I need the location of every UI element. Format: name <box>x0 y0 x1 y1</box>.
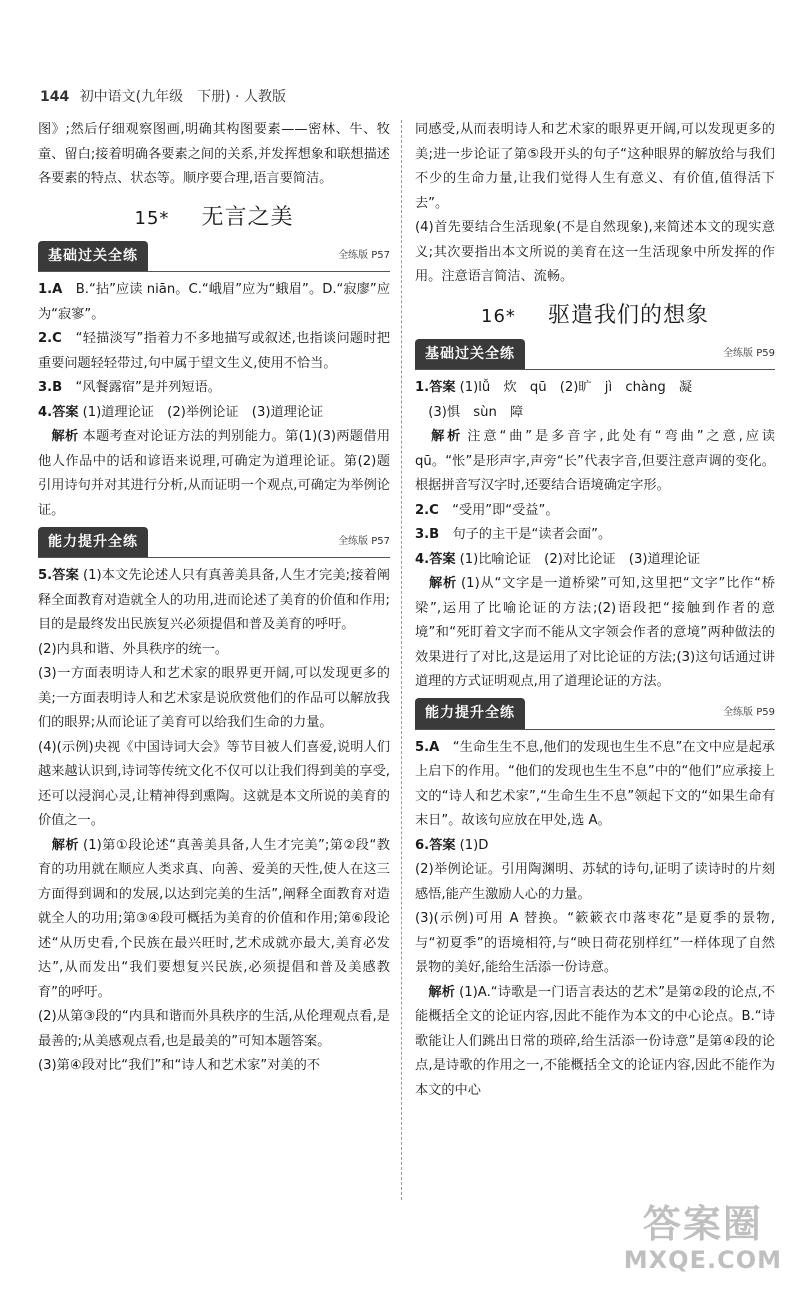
answer-text: (1)比喻论证 (2)对比论证 (3)道理论证 <box>459 551 701 567</box>
lesson-name: 无言之美 <box>201 204 294 230</box>
question-1-analysis <box>415 425 775 499</box>
analysis-part-2: (2)从第③段的“内具和谐而外具秩序的生活,从伦理观点看,是最善的;从美感观点看,也是最美的”可知本题答案。 <box>38 1009 390 1049</box>
question-2 <box>415 499 775 524</box>
intro-paragraph: 图》;然后仔细观察图画,明确其构图要素——密林、牛、牧童、留白;接着明确各要素之间的关系,并发挥想象和联想描述各要素的特点、状态等。顺序要合理,语言要简洁。 <box>38 122 390 186</box>
continued-paragraph: (4)首先要结合生活现象(不是自然现象),来简述本文的现实意义;其次要指出本文所说的美育在这一生活现象中所发挥的作用。注意语言简洁、流畅。 <box>415 220 775 284</box>
question-number: 5. <box>38 568 53 583</box>
answer-text: (3)惧 sùn 障 <box>428 404 524 420</box>
section-basic <box>38 243 390 272</box>
question-1 <box>38 278 390 327</box>
question-2 <box>38 327 390 376</box>
lesson-16-title <box>415 304 775 330</box>
question-text: B.“拈”应读 niān。C.“峨眉”应为“蛾眉”。D.“寂廖”应为“寂寥”。 <box>38 282 391 322</box>
book-title: 初中语文(九年级 下册) · 人教版 <box>79 89 286 105</box>
answer-tag: 答案 <box>429 380 456 395</box>
analysis-tag: 解析 <box>51 837 80 853</box>
continued-paragraph: 同感受,从而表明诗人和艺术家的眼界更开阔,可以发现更多的美;进一步论证了第⑤段开头的句子“这种眼界的解放给与我们不少的生命力量,让我们觉得人生有意义、有价值,值得活下去”。 <box>415 122 775 211</box>
section-ref: 全练版 P59 <box>723 347 775 359</box>
question-4-answer <box>415 548 775 573</box>
question-text: 句子的主干是“读者会面”。 <box>452 527 612 542</box>
question-number: 4. <box>38 404 53 420</box>
answer-tag: 答案 <box>429 551 456 567</box>
question-number: 3.B <box>38 380 63 395</box>
question-3 <box>38 376 390 401</box>
analysis-tag: 解析 <box>431 429 464 444</box>
section-tab-basic: 基础过关全练 <box>415 339 525 370</box>
question-text: “风餐露宿”是并列短语。 <box>75 380 221 395</box>
watermark-text: 答案圈 <box>642 1202 763 1246</box>
answer-text: (1)本文先论述人只有真善美具备,人生才完美;接着阐释全面教育对造就全人的功用,进而论述了美育的价值和作用;目的是最终发出民族复兴必须提倡和普及美育的呼吁。 <box>38 568 390 632</box>
analysis-text: (1)第①段论述“真善美具备,人生才完美”;第②段“教育的功用就在顺应人类求真、向善、爱美的天性,使人在这三方面得到调和的发展,以达到完美的生活”,阐释全面教育对造就全人的功用;第③④段可概括为美育的价值和作用;第⑥段论述“从历史看,个民族在最兴旺时,艺术成就亦最大,美育必发达”,从而发出“我们要想复兴民族,必须提倡和普及美感教育”的呼吁。 <box>38 837 390 1000</box>
section-ref: 全练版 P57 <box>338 535 390 547</box>
section-ability <box>38 529 390 558</box>
question-1-answer-2 <box>415 401 775 426</box>
answer-tag: 答案 <box>52 404 79 420</box>
answer-text: (1)lǚ 炊 qū (2)旷 jì chàng 凝 <box>459 380 693 395</box>
analysis-text: 注意“曲”是多音字,此处有“弯曲”之意,应读qū。“怅”是形声字,声旁“长”代表字音,但要注意声调的变化。根据拼音写汉字时,还要结合语境确定字形。 <box>415 429 775 493</box>
lesson-15-title <box>38 206 390 232</box>
analysis-text: (1)A.“诗歌是一门语言表达的艺术”是第②段的论点,不能概括全文的论证内容,因此不能作为本文的中心论点。B.“诗歌能让人们跳出日常的琐碎,给生活添一份诗意”是第④段的论点,是诗歌的作用之一,不能概括全文的论证内容,因此不能作为本文的中心 <box>415 984 776 1098</box>
answer-text: (1)D <box>459 837 489 853</box>
question-text: “生命生生不息,他们的发现也生生不息”在文中应是起承上启下的作用。“他们的发现也生生不息”中的“他们”应承接上文的“诗人和艺术家”,“生命生生不息”领起下文的“如果生命有末日”。故该句应放在甲处,选 A。 <box>415 739 775 828</box>
answer-tag: 答案 <box>52 568 79 583</box>
analysis-tag: 解析 <box>51 429 79 444</box>
analysis-part-3: (3)第④段对比“我们”和“诗人和艺术家”对美的不 <box>38 1058 321 1073</box>
section-tab-ability: 能力提升全练 <box>38 527 148 558</box>
right-column <box>415 118 775 1103</box>
section-ability <box>415 701 775 730</box>
watermark-logo <box>624 1202 782 1274</box>
question-5-analysis <box>38 834 390 1006</box>
section-ref: 全练版 P57 <box>338 249 390 261</box>
question-number: 5.A <box>415 739 440 755</box>
question-6-answer <box>415 834 775 859</box>
answer-part-2: (2)内具和谐、外具秩序的统一。 <box>38 641 229 657</box>
analysis-text: 本题考查对论证方法的判别能力。第(1)(3)两题借用他人作品中的话和谚语来说理,可确定为道理论证。第(2)题引用诗句并对其进行分析,从而证明一个观点,可确定为举例论证。 <box>38 429 391 518</box>
question-number: 3.B <box>415 527 440 542</box>
answer-text: (1)道理论证 (2)举例论证 (3)道理论证 <box>82 404 324 420</box>
section-tab-ability: 能力提升全练 <box>415 698 525 729</box>
left-column <box>38 118 390 1079</box>
answer-part-4: (4)(示例)央视《中国诗词大会》等节目被人们喜爱,说明人们越来越认识到,诗词等传统文化不仅可以让我们得到美的享受,还可以浸润心灵,让精神得到熏陶。这就是本文所说的美育的价值之一。 <box>38 739 390 828</box>
section-ref: 全练版 P59 <box>723 707 775 718</box>
lesson-name: 驱遣我们的想象 <box>547 302 709 328</box>
question-number: 4. <box>415 551 430 567</box>
lesson-number: 16* <box>481 305 516 327</box>
section-basic <box>415 341 775 370</box>
column-divider <box>401 120 402 1200</box>
answer-part-2: (2)举例论证。引用陶渊明、苏轼的诗句,证明了读诗时的片刻感悟,能产生激励人心的力量。 <box>415 862 775 902</box>
question-3 <box>415 523 775 548</box>
page-header <box>40 86 286 106</box>
question-5-answer <box>38 564 390 638</box>
question-number: 6. <box>415 837 430 853</box>
answer-part-3: (3)一方面表明诗人和艺术家的眼界更开阔,可以发现更多的美;一方面表明诗人和艺术家是说欣赏他们的作品可以解放我们的眼界;从而论证了美育可以给我们生命的力量。 <box>38 666 390 730</box>
section-tab-basic: 基础过关全练 <box>38 241 148 272</box>
analysis-tag: 解析 <box>428 984 456 1000</box>
answer-tag: 答案 <box>429 837 456 853</box>
question-number: 1.A <box>38 282 63 297</box>
question-4-answer <box>38 401 390 426</box>
question-number: 2.C <box>415 502 439 518</box>
question-6-analysis <box>415 981 775 1104</box>
answer-part-3: (3)(示例)可用 A 替换。“簌簌衣巾落枣花”是夏季的景物,与“初夏季”的语境相符,与“映日荷花别样红”一样体现了自然景物的美好,能给生活添一份诗意。 <box>415 911 775 975</box>
question-text: “轻描淡写”指着力不多地描写或叙述,也指谈问题时把重要问题轻轻带过,句中属于望文生义,使用不恰当。 <box>38 331 391 371</box>
question-5 <box>415 736 775 834</box>
page-number: 144 <box>40 89 70 105</box>
analysis-tag: 解析 <box>429 576 458 591</box>
question-1-answer <box>415 376 775 401</box>
question-4-analysis <box>38 425 390 523</box>
watermark-url: MXQE.COM <box>623 1246 782 1274</box>
question-text: “受用”即“受益”。 <box>452 502 559 518</box>
lesson-number: 15* <box>134 207 170 229</box>
analysis-text: (1)从“文字是一道桥梁”可知,这里把“文字”比作“桥梁”,运用了比喻论证的方法;(2)语段把“接触到作者的意境”和“死盯着文字而不能从文字领会作者的意境”两种做法的效果进行了对比,这是运用了对比论证的方法;(3)这句话通过讲道理的方式证明观点,用了道理论证的方法。 <box>415 576 776 689</box>
question-number: 2.C <box>38 331 62 346</box>
question-number: 1. <box>415 380 430 395</box>
question-4-analysis <box>415 572 775 695</box>
